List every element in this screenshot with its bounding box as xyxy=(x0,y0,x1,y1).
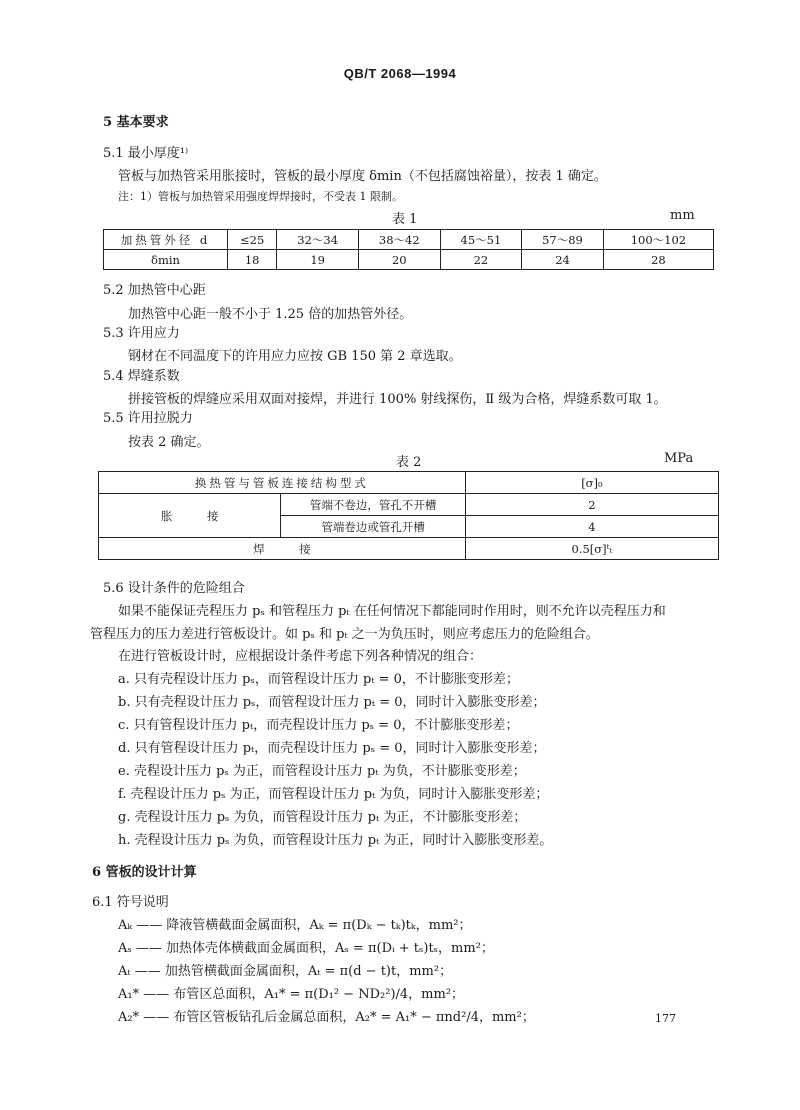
section-5-2-text: 加热管中心距一般不小于 1.25 倍的加热管外径。 xyxy=(128,307,413,322)
table-row xyxy=(99,494,719,516)
case-item: g. 壳程设计压力 pₛ 为负，而管程设计压力 pₜ 为正，不计膨胀变形差； xyxy=(118,810,527,825)
section-5-1-text: 管板与加热管采用胀接时，管板的最小厚度 δmin（不包括腐蚀裕量），按表 1 确定。 xyxy=(118,169,607,184)
section-5-2-title: 5.2 加热管中心距 xyxy=(103,283,206,298)
table-cell: 22 xyxy=(440,250,522,270)
case-item: f. 壳程设计压力 pₛ 为正，而管程设计压力 pₜ 为负，同时计入膨胀变形差； xyxy=(118,787,549,802)
case-item: c. 只有管程设计压力 pₜ，而壳程设计压力 pₛ = 0，不计膨胀变形差； xyxy=(118,718,519,733)
case-item: d. 只有管程设计压力 pₜ，而壳程设计压力 pₛ = 0，同时计入膨胀变形差； xyxy=(118,741,546,756)
table-header-cell: [σ]₀ xyxy=(465,472,718,494)
section-5-3-text: 钢材在不同温度下的许用应力应按 GB 150 第 2 章选取。 xyxy=(128,349,462,364)
table-cell: 胀 接 xyxy=(99,494,281,538)
table-cell: 57～89 xyxy=(522,230,604,250)
symbol-definition: Aₖ —— 降液管横截面金属面积，Aₖ = π(Dₖ − tₖ)tₖ，mm²； xyxy=(118,918,472,933)
table-cell: 28 xyxy=(603,250,713,270)
table-row xyxy=(104,230,714,250)
case-item: b. 只有壳程设计压力 pₛ，而管程设计压力 pₜ = 0，同时计入膨胀变形差； xyxy=(118,695,546,710)
table-cell: 38～42 xyxy=(358,230,440,250)
case-item: h. 壳程设计压力 pₛ 为负，而管程设计压力 pₜ 为正，同时计入膨胀变形差。 xyxy=(118,833,553,848)
page-number: 177 xyxy=(655,1012,676,1025)
table-cell: δmin xyxy=(104,250,228,270)
table-cell: 0.5[σ]ᵗₜ xyxy=(465,538,718,560)
case-item: a. 只有壳程设计压力 pₛ，而管程设计压力 pₜ = 0，不计膨胀变形差； xyxy=(118,672,519,687)
section-5-6-paragraph: 如果不能保证壳程压力 pₛ 和管程压力 pₜ 在任何情况下都能同时作用时，则不允许以壳程压力和 xyxy=(118,604,666,619)
table-cell: 19 xyxy=(277,250,359,270)
table-header-cell: 换热管与管板连接结构型式 xyxy=(99,472,466,494)
table-row xyxy=(104,250,714,270)
section-5-1-title: 5.1 最小厚度¹⁾ xyxy=(103,146,189,161)
section-5-5-text: 按表 2 确定。 xyxy=(128,435,210,450)
section-5-4-title: 5.4 焊缝系数 xyxy=(103,369,180,384)
section-5-6-paragraph: 在进行管板设计时，应根据设计条件考虑下列各种情况的组合： xyxy=(118,649,483,664)
table-cell: 20 xyxy=(358,250,440,270)
table-cell: 焊 接 xyxy=(99,538,466,560)
table-1 xyxy=(103,229,714,270)
table-cell: 100～102 xyxy=(603,230,713,250)
section-5-title: 5 基本要求 xyxy=(103,115,169,130)
table-cell: 加热管外径 d xyxy=(104,230,228,250)
table-2 xyxy=(98,471,719,560)
section-5-3-title: 5.3 许用应力 xyxy=(103,326,180,341)
section-5-6-title: 5.6 设计条件的危险组合 xyxy=(103,581,245,596)
table-1-unit: mm xyxy=(670,208,695,223)
symbol-definition: Aₛ —— 加热体壳体横截面金属面积，Aₛ = π(Dᵢ + tₛ)tₛ，mm²； xyxy=(118,941,494,956)
symbol-definition: Aₜ —— 加热管横截面金属面积，Aₜ = π(d − t)t，mm²； xyxy=(118,964,453,979)
table-cell: 18 xyxy=(228,250,277,270)
table-1-caption: 表 1 xyxy=(392,212,418,227)
document-header: QB/T 2068—1994 xyxy=(343,66,457,81)
table-2-caption: 表 2 xyxy=(396,455,422,470)
table-row xyxy=(99,538,719,560)
symbol-definition: A₂* —— 布管区管板钻孔后金属总面积，A₂* = A₁* − πnd²/4，mm²； xyxy=(118,1010,535,1025)
section-5-4-text: 拼接管板的焊缝应采用双面对接焊，并进行 100% 射线探伤，Ⅱ 级为合格，焊缝系数可取 1。 xyxy=(128,392,667,407)
table-row xyxy=(99,472,719,494)
table-2-unit: MPa xyxy=(664,451,694,466)
case-item: e. 壳程设计压力 pₛ 为正，而管程设计压力 pₜ 为负，不计膨胀变形差； xyxy=(118,764,526,779)
section-5-6-paragraph: 管程压力的压力差进行管板设计。如 pₛ 和 pₜ 之一为负压时，则应考虑压力的危险组合。 xyxy=(90,627,599,642)
section-6-title: 6 管板的设计计算 xyxy=(92,865,197,880)
table-cell: 管端卷边或管孔开槽 xyxy=(281,516,465,538)
table-cell: ≤25 xyxy=(228,230,277,250)
table-cell: 2 xyxy=(465,494,718,516)
table-cell: 32～34 xyxy=(277,230,359,250)
table-cell: 管端不卷边，管孔不开槽 xyxy=(281,494,465,516)
section-5-5-title: 5.5 许用拉脱力 xyxy=(103,411,193,426)
symbol-definition: A₁* —— 布管区总面积，A₁* = π(D₁² − ND₂²)/4，mm²； xyxy=(118,987,465,1002)
section-6-1-title: 6.1 符号说明 xyxy=(92,895,169,910)
table-cell: 4 xyxy=(465,516,718,538)
table-cell: 24 xyxy=(522,250,604,270)
table-cell: 45～51 xyxy=(440,230,522,250)
section-5-1-note: 注：1）管板与加热管采用强度焊焊接时，不受表 1 限制。 xyxy=(118,190,403,203)
